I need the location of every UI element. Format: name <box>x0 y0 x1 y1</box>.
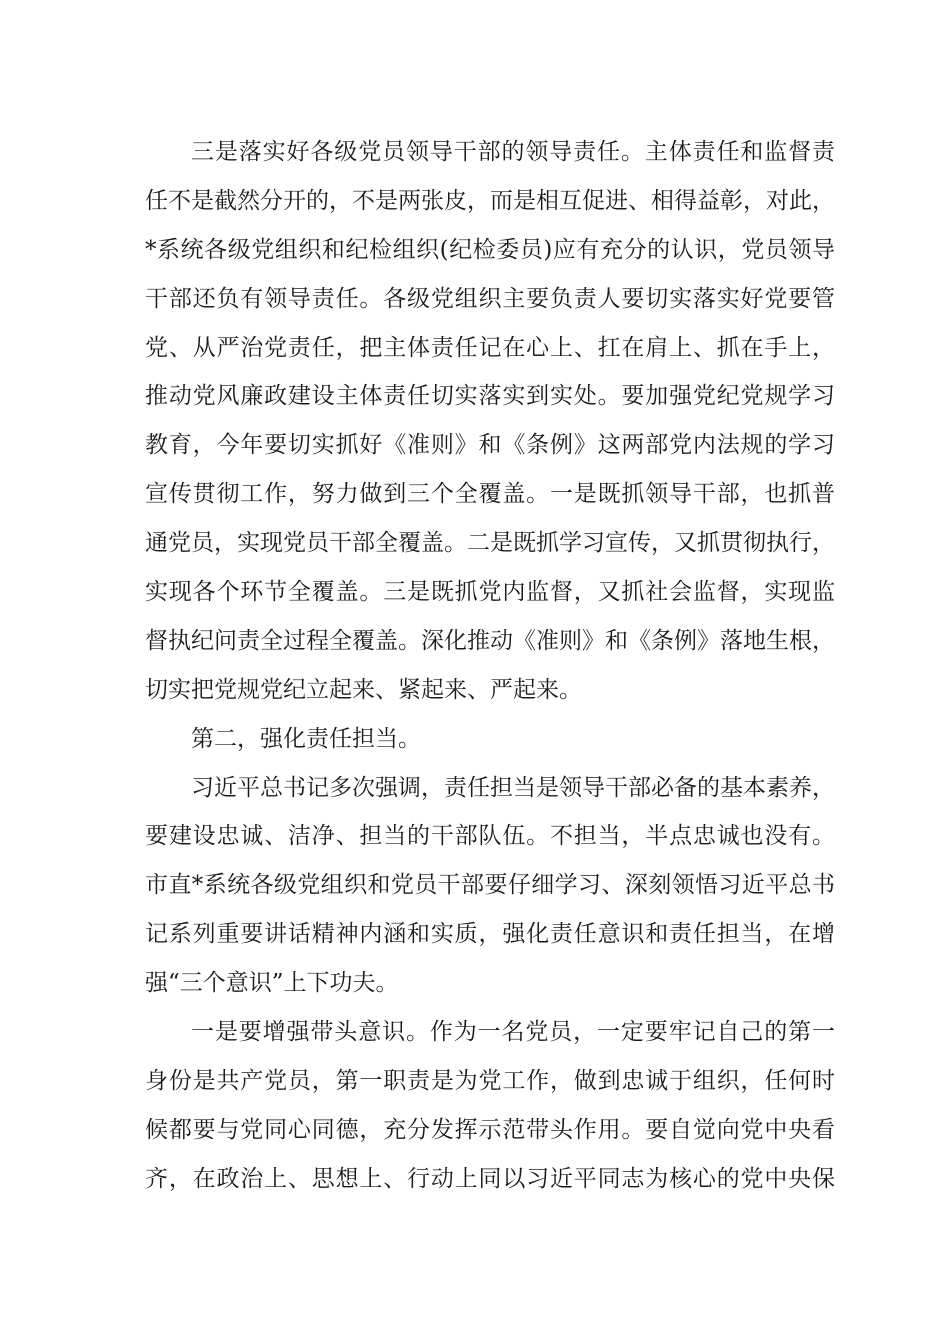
paragraph-line: 宣传贯彻工作，努力做到三个全覆盖。一是既抓领导干部，也抓普 <box>145 481 835 508</box>
paragraph-line: 习近平总书记多次强调，责任担当是领导干部必备的基本素养， <box>191 774 835 801</box>
section-heading: 第二，强化责任担当。 <box>191 725 421 752</box>
paragraph-line: 身份是共产党员，第一职责是为党工作，做到忠诚于组织，任何时 <box>145 1067 835 1094</box>
paragraph-line: 实现各个环节全覆盖。三是既抓党内监督，又抓社会监督，实现监 <box>145 579 835 606</box>
paragraph-line: 齐，在政治上、思想上、行动上同以习近平同志为核心的党中央保 <box>145 1165 835 1192</box>
paragraph-line: 教育，今年要切实抓好《准则》和《条例》这两部党内法规的学习 <box>145 432 835 459</box>
paragraph-line: 推动党风廉政建设主体责任切实落实到实处。要加强党纪党规学习 <box>145 383 835 410</box>
paragraph-line: 切实把党规党纪立起来、紧起来、严起来。 <box>145 676 582 703</box>
paragraph-line: *系统各级党组织和纪检组织(纪检委员)应有充分的认识，党员领导 <box>145 236 835 263</box>
document-body <box>145 128 835 1204</box>
paragraph-line: 一是要增强带头意识。作为一名党员，一定要牢记自己的第一 <box>191 1019 835 1046</box>
paragraph-line: 市直*系统各级党组织和党员干部要仔细学习、深刻领悟习近平总书 <box>145 872 835 899</box>
paragraph-line: 要建设忠诚、洁净、担当的干部队伍。不担当，半点忠诚也没有。 <box>145 823 835 850</box>
paragraph-line: 任不是截然分开的，不是两张皮，而是相互促进、相得益彰，对此， <box>145 187 835 214</box>
paragraph-line: 干部还负有领导责任。各级党组织主要负责人要切实落实好党要管 <box>145 285 835 312</box>
paragraph-line: 通党员，实现党员干部全覆盖。二是既抓学习宣传，又抓贯彻执行， <box>145 530 835 557</box>
paragraph-line: 党、从严治党责任，把主体责任记在心上、扛在肩上、抓在手上， <box>145 334 835 361</box>
paragraph-line: 督执纪问责全过程全覆盖。深化推动《准则》和《条例》落地生根， <box>145 627 835 654</box>
paragraph-line: 记系列重要讲话精神内涵和实质，强化责任意识和责任担当，在增 <box>145 921 835 948</box>
paragraph-line: 候都要与党同心同德，充分发挥示范带头作用。要自觉向党中央看 <box>145 1116 835 1143</box>
paragraph-line: 三是落实好各级党员领导干部的领导责任。主体责任和监督责 <box>191 139 835 165</box>
paragraph-line: 强“三个意识”上下功夫。 <box>145 970 399 997</box>
